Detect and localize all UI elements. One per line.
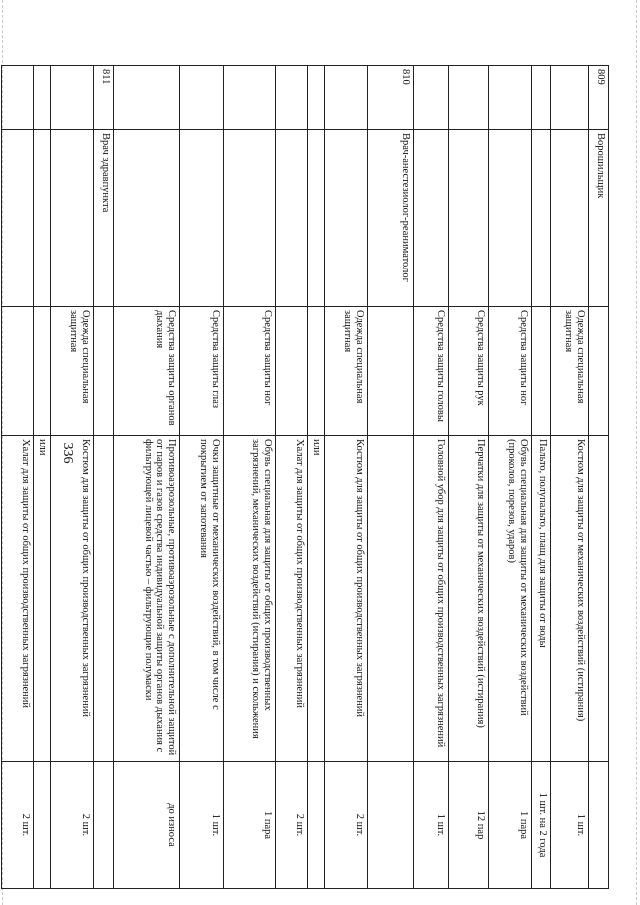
ppe-type xyxy=(94,307,114,436)
table-row xyxy=(94,66,114,889)
ppe-item: Костюм для защиты от общих производственных загрязнений xyxy=(325,436,368,762)
profession-name xyxy=(308,130,325,307)
profession-name xyxy=(180,130,224,307)
ppe-item: Халат для защиты от общих производственных загрязнений xyxy=(2,436,34,762)
row-number xyxy=(180,66,224,130)
ppe-type xyxy=(2,307,34,436)
profession-name: Врач-анестезиолог-реаниматолог xyxy=(368,130,414,307)
profession-name xyxy=(224,130,276,307)
profession-name xyxy=(325,130,368,307)
row-number xyxy=(276,66,308,130)
row-number xyxy=(308,66,325,130)
profession-name xyxy=(532,130,551,307)
row-number xyxy=(551,66,589,130)
ppe-item xyxy=(589,436,609,762)
issue-norm: 2 шт. xyxy=(51,762,94,889)
issue-norm: 1 шт. xyxy=(414,762,449,889)
ppe-type xyxy=(276,307,308,436)
issue-norm: до износа xyxy=(114,762,180,889)
row-number xyxy=(114,66,180,130)
ppe-type xyxy=(589,307,609,436)
profession-name: Врач здравпункта xyxy=(94,130,114,307)
profession-name xyxy=(449,130,489,307)
issue-norm xyxy=(94,762,114,889)
row-number xyxy=(532,66,551,130)
issue-norm: 1 шт. xyxy=(551,762,589,889)
table-row xyxy=(414,66,449,889)
row-number xyxy=(489,66,532,130)
table-row xyxy=(114,66,180,889)
table-row xyxy=(489,66,532,889)
issue-norm: 2 шт. xyxy=(276,762,308,889)
table-row xyxy=(276,66,308,889)
table-row xyxy=(2,66,34,889)
row-number: 809 xyxy=(589,66,609,130)
ppe-item: Обувь специальная для защиты от общих производственных загрязнений, механических воздействий (истирания) и скольжения xyxy=(224,436,276,762)
table-row xyxy=(532,66,551,889)
profession-name: Ворошильщик xyxy=(589,130,609,307)
scan-edge-right xyxy=(636,0,639,905)
ppe-item: Халат для защиты от общих производственных загрязнений xyxy=(276,436,308,762)
table-row xyxy=(449,66,489,889)
issue-norm xyxy=(308,762,325,889)
ppe-type: Средства защиты рук xyxy=(449,307,489,436)
table-body xyxy=(2,66,609,889)
profession-name xyxy=(34,130,51,307)
table-row xyxy=(51,66,94,889)
row-number xyxy=(414,66,449,130)
profession-name xyxy=(551,130,589,307)
ppe-type: Средства защиты глаз xyxy=(180,307,224,436)
ppe-norms-table xyxy=(2,65,610,889)
row-number xyxy=(34,66,51,130)
ppe-type: Средства защиты ног xyxy=(489,307,532,436)
profession-name xyxy=(114,130,180,307)
row-number xyxy=(2,66,34,130)
profession-name xyxy=(2,130,34,307)
issue-norm xyxy=(368,762,414,889)
ppe-item xyxy=(94,436,114,762)
row-number: 810 xyxy=(368,66,414,130)
ppe-type: Одежда специальная защитная xyxy=(51,307,94,436)
ppe-item: Перчатки для защиты от механических воздействий (истирания) xyxy=(449,436,489,762)
ppe-item: или xyxy=(308,436,325,762)
row-number: 811 xyxy=(94,66,114,130)
table-row xyxy=(325,66,368,889)
issue-norm: 12 пар xyxy=(449,762,489,889)
ppe-type xyxy=(532,307,551,436)
table-row xyxy=(180,66,224,889)
ppe-type xyxy=(368,307,414,436)
issue-norm: 2 шт. xyxy=(325,762,368,889)
issue-norm xyxy=(34,762,51,889)
table-row xyxy=(589,66,609,889)
ppe-type: Средства защиты головы xyxy=(414,307,449,436)
row-number xyxy=(449,66,489,130)
ppe-type: Одежда специальная защитная xyxy=(551,307,589,436)
profession-name xyxy=(489,130,532,307)
ppe-type: Средства защиты органов дыхания xyxy=(114,307,180,436)
ppe-item: Обувь специальная для защиты от механических воздействий (проколов, порезов, ударов) xyxy=(489,436,532,762)
profession-name xyxy=(414,130,449,307)
ppe-item xyxy=(368,436,414,762)
ppe-item: Противоаэрозольные, противоаэрозольные с дополнительной защитой от паров и газов средства индивидуальной защиты органов дыхания с фильтрующей лицевой частью – фильтрующие полумаски xyxy=(114,436,180,762)
row-number xyxy=(224,66,276,130)
row-number xyxy=(325,66,368,130)
profession-name xyxy=(51,130,94,307)
issue-norm: 1 шт. xyxy=(180,762,224,889)
issue-norm: 1 пара xyxy=(489,762,532,889)
ppe-item: Костюм для защиты от общих производственных загрязнений xyxy=(51,436,94,762)
ppe-type xyxy=(308,307,325,436)
table-row xyxy=(34,66,51,889)
issue-norm: 2 шт. xyxy=(2,762,34,889)
ppe-item: Пальто, полупальто, плащ для защиты от воды xyxy=(532,436,551,762)
table-row xyxy=(308,66,325,889)
profession-name xyxy=(276,130,308,307)
ppe-item: Головной убор для защиты от общих производственных загрязнений xyxy=(414,436,449,762)
issue-norm xyxy=(589,762,609,889)
ppe-item: Костюм для защиты от механических воздействий (истирания) xyxy=(551,436,589,762)
ppe-item: или xyxy=(34,436,51,762)
ppe-item: Очки защитные от механических воздействий, в том числе с покрытием от запотевания xyxy=(180,436,224,762)
issue-norm: 1 шт. на 2 года xyxy=(532,762,551,889)
issue-norm: 1 пара xyxy=(224,762,276,889)
row-number xyxy=(51,66,94,130)
table-row xyxy=(368,66,414,889)
ppe-type: Одежда специальная защитная xyxy=(325,307,368,436)
table-row xyxy=(551,66,589,889)
ppe-type: Средства защиты ног xyxy=(224,307,276,436)
page-number: 336 xyxy=(60,442,75,464)
ppe-type xyxy=(34,307,51,436)
table-row xyxy=(224,66,276,889)
